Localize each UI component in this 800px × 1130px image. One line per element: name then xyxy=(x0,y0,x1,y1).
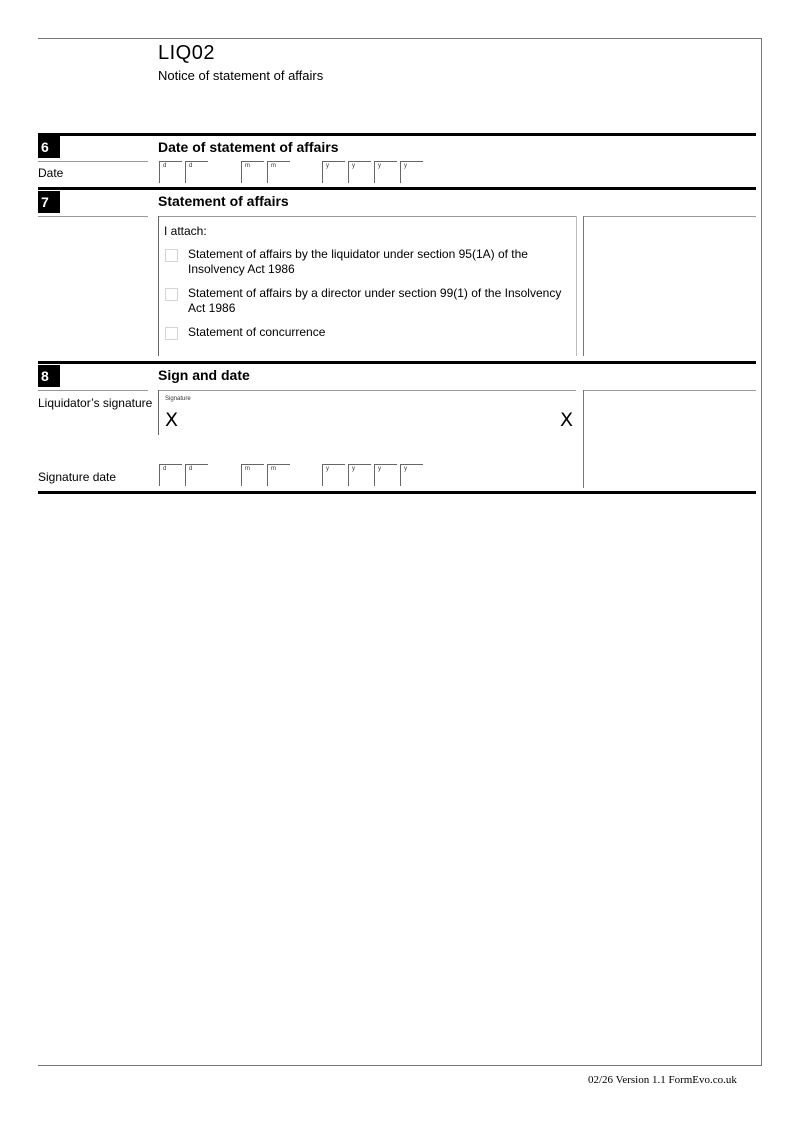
sig-month-digit-2[interactable] xyxy=(267,464,290,486)
option-liquidator-checkbox[interactable] xyxy=(165,249,178,262)
sig-year-digit-4[interactable] xyxy=(400,464,423,486)
placeholder-d: d xyxy=(189,163,193,169)
placeholder-m: m xyxy=(245,163,250,169)
placeholder-d: d xyxy=(163,466,167,472)
year-digit-3[interactable] xyxy=(374,161,397,183)
bottom-rule xyxy=(38,1065,761,1066)
top-rule xyxy=(38,38,761,39)
month-digit-2[interactable] xyxy=(267,161,290,183)
placeholder-y: y xyxy=(404,466,407,472)
sig-year-digit-2[interactable] xyxy=(348,464,371,486)
placeholder-d: d xyxy=(163,163,167,169)
section8-rule xyxy=(38,361,756,364)
date-label: Date xyxy=(38,166,64,180)
section8-end-rule xyxy=(38,491,756,494)
signature-caption: Signature xyxy=(165,396,191,402)
sig-year-digit-3[interactable] xyxy=(374,464,397,486)
placeholder-y: y xyxy=(326,466,329,472)
section7-title: Statement of affairs xyxy=(158,193,289,209)
sig-day-digit-1[interactable] xyxy=(159,464,182,486)
year-digit-2[interactable] xyxy=(348,161,371,183)
option-concurrence-label xyxy=(188,325,325,340)
section6-number: 6 xyxy=(38,136,60,158)
signature-label: Liquidator’s signature xyxy=(38,396,153,410)
attachments-box-right xyxy=(576,216,577,356)
sig-month-digit-1[interactable] xyxy=(241,464,264,486)
margin-panel-left xyxy=(583,216,584,356)
placeholder-y: y xyxy=(378,163,381,169)
section7-rule xyxy=(38,187,756,190)
footer-brand: FormEvo.co.uk xyxy=(668,1074,737,1086)
option-director-line1: Statement of affairs by a director under section 99(1) of the Insolvency xyxy=(188,286,562,300)
sign-margin-panel-top xyxy=(583,390,756,391)
day-digit-1[interactable] xyxy=(159,161,182,183)
option-director-checkbox[interactable] xyxy=(165,288,178,301)
section8-title: Sign and date xyxy=(158,367,250,383)
attach-intro: I attach: xyxy=(164,224,207,238)
sig-year-digit-1[interactable] xyxy=(322,464,345,486)
footer-note xyxy=(588,1074,737,1086)
section6-title: Date of statement of affairs xyxy=(158,139,339,155)
section8-label-rule xyxy=(38,390,148,391)
attachments-box-top xyxy=(158,216,576,217)
right-border xyxy=(761,38,762,1066)
option-concurrence-checkbox[interactable] xyxy=(165,327,178,340)
year-digit-4[interactable] xyxy=(400,161,423,183)
placeholder-y: y xyxy=(352,163,355,169)
form-title: Notice of statement of affairs xyxy=(158,68,324,83)
placeholder-m: m xyxy=(245,466,250,472)
section6-rule xyxy=(38,133,756,136)
signature-end-mark: X xyxy=(560,409,574,431)
section6-label-rule xyxy=(38,161,148,162)
section7-label-rule xyxy=(38,216,148,217)
placeholder-m: m xyxy=(271,163,276,169)
section8-number: 8 xyxy=(38,365,60,387)
signature-start-mark: X xyxy=(165,409,179,431)
option-liquidator-line1: Statement of affairs by the liquidator under section 95(1A) of the xyxy=(188,247,528,261)
section7-number: 7 xyxy=(38,191,60,213)
form-code: LIQ02 xyxy=(158,42,215,64)
placeholder-y: y xyxy=(404,163,407,169)
signature-box-left xyxy=(158,390,159,435)
option-concurrence-line1: Statement of concurrence xyxy=(188,325,326,339)
year-digit-1[interactable] xyxy=(322,161,345,183)
signature-date-label: Signature date xyxy=(38,470,117,484)
placeholder-m: m xyxy=(271,466,276,472)
placeholder-d: d xyxy=(189,466,193,472)
option-director-label xyxy=(188,286,561,316)
month-digit-1[interactable] xyxy=(241,161,264,183)
margin-panel-top xyxy=(583,216,756,217)
signature-box-top xyxy=(158,390,576,391)
attachments-box-left xyxy=(158,216,159,356)
placeholder-y: y xyxy=(378,466,381,472)
sig-day-digit-2[interactable] xyxy=(185,464,208,486)
footer-version: 02/26 Version 1.1 xyxy=(588,1074,666,1086)
option-liquidator-line2: Insolvency Act 1986 xyxy=(188,262,295,276)
day-digit-2[interactable] xyxy=(185,161,208,183)
placeholder-y: y xyxy=(326,163,329,169)
sign-margin-panel-left xyxy=(583,390,584,488)
placeholder-y: y xyxy=(352,466,355,472)
option-director-line2: Act 1986 xyxy=(188,301,236,315)
option-liquidator-label xyxy=(188,247,528,277)
